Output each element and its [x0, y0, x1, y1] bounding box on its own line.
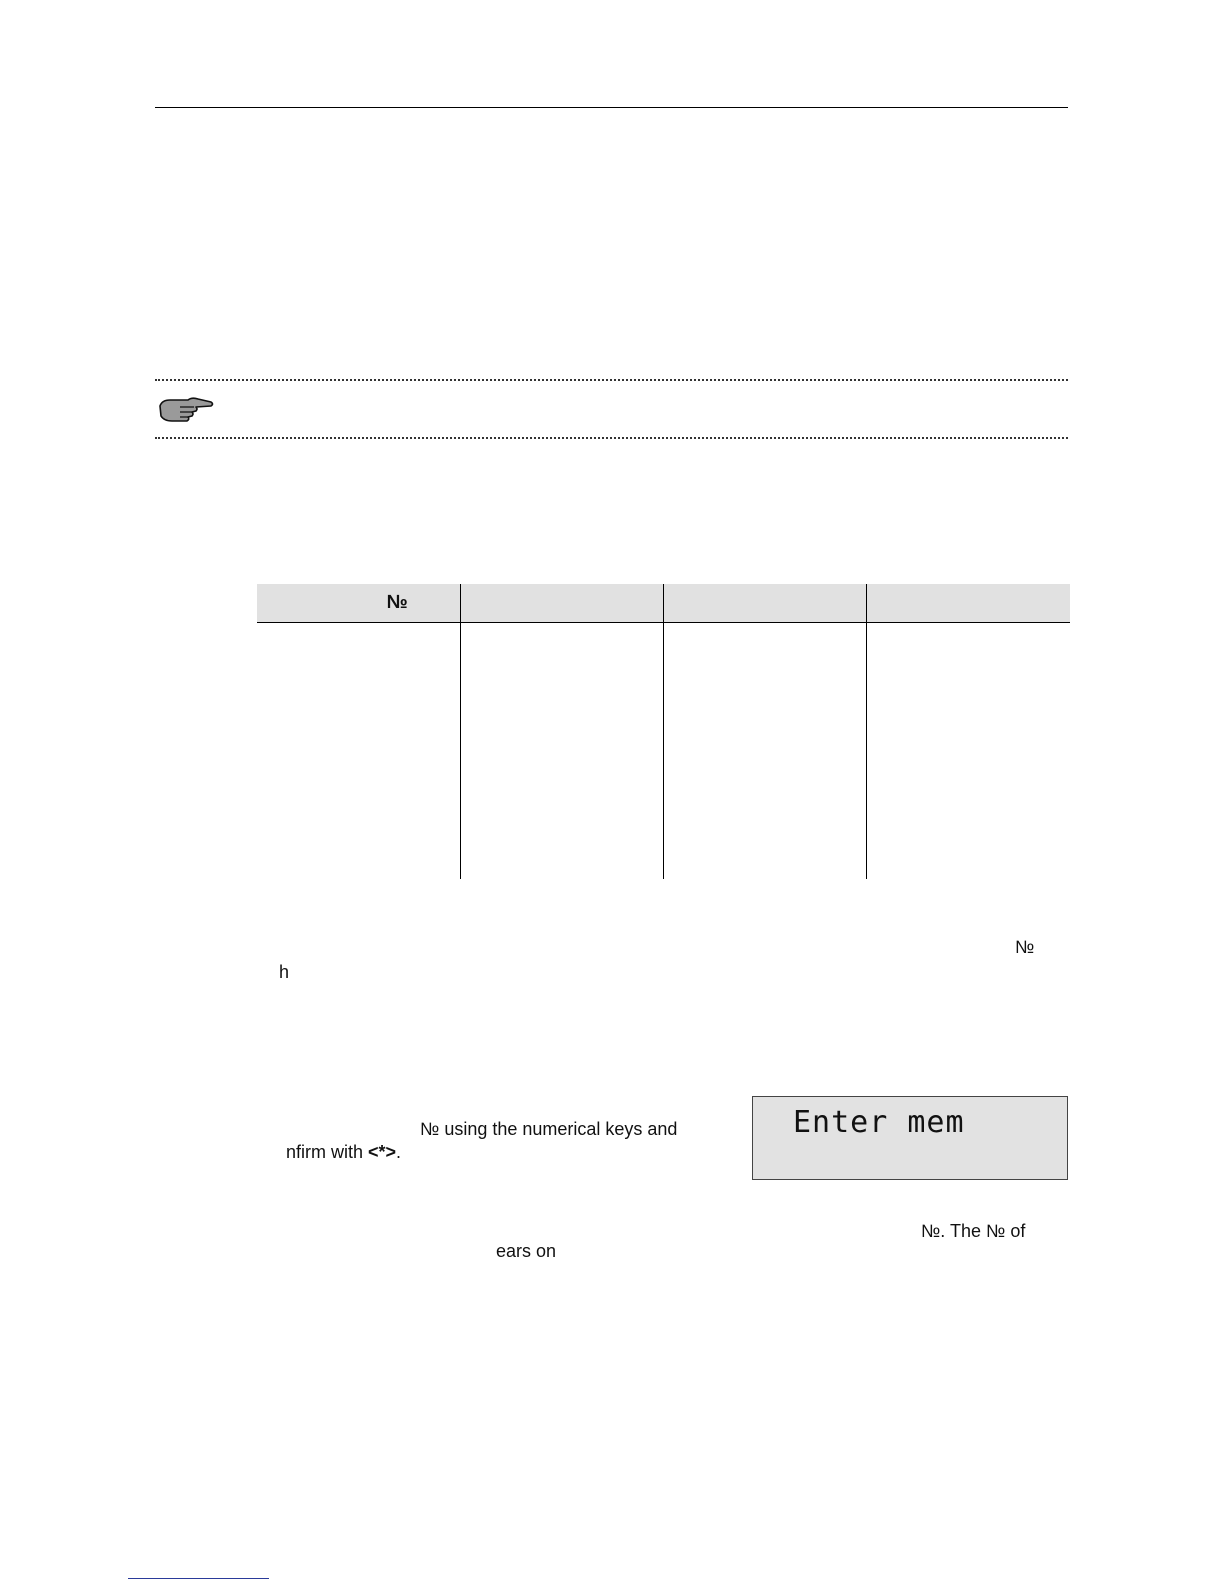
step-instruction-line-1	[420, 1118, 677, 1140]
step-instruction-line-2	[286, 1141, 401, 1163]
table-header-2	[460, 584, 663, 623]
table-header-3	[664, 584, 867, 623]
footer-link-underline[interactable]	[128, 1578, 269, 1579]
memory-table	[257, 584, 1070, 879]
note-rule-bottom	[155, 437, 1068, 439]
table-header-4	[867, 584, 1070, 623]
number-symbol: №	[420, 1119, 440, 1139]
confirm-key: <*>	[368, 1142, 397, 1162]
paragraph-1-fragment-right: №	[1015, 937, 1035, 957]
step-line-2-suffix: .	[396, 1142, 402, 1162]
lcd-display	[752, 1096, 1068, 1180]
top-rule	[155, 107, 1068, 108]
table-cell	[664, 623, 867, 880]
pointing-hand-icon	[158, 394, 214, 424]
step-line-1-text: using the numerical keys and	[439, 1119, 678, 1139]
paragraph-2-fragment-right: №. The № of	[921, 1221, 1026, 1241]
table-cell	[867, 623, 1070, 880]
table-header-row	[257, 584, 1070, 623]
table-header-number: №	[257, 584, 460, 623]
table-cell	[460, 623, 663, 880]
step-line-2-prefix: nfirm with	[286, 1142, 369, 1162]
paragraph-2-fragment-left: ears on	[496, 1241, 557, 1261]
paragraph-1-fragment-left: h	[279, 962, 290, 982]
table-cell	[257, 623, 460, 880]
table-row	[257, 623, 1070, 880]
lcd-text: Enter mem	[793, 1105, 965, 1140]
note-rule-top	[155, 379, 1068, 381]
